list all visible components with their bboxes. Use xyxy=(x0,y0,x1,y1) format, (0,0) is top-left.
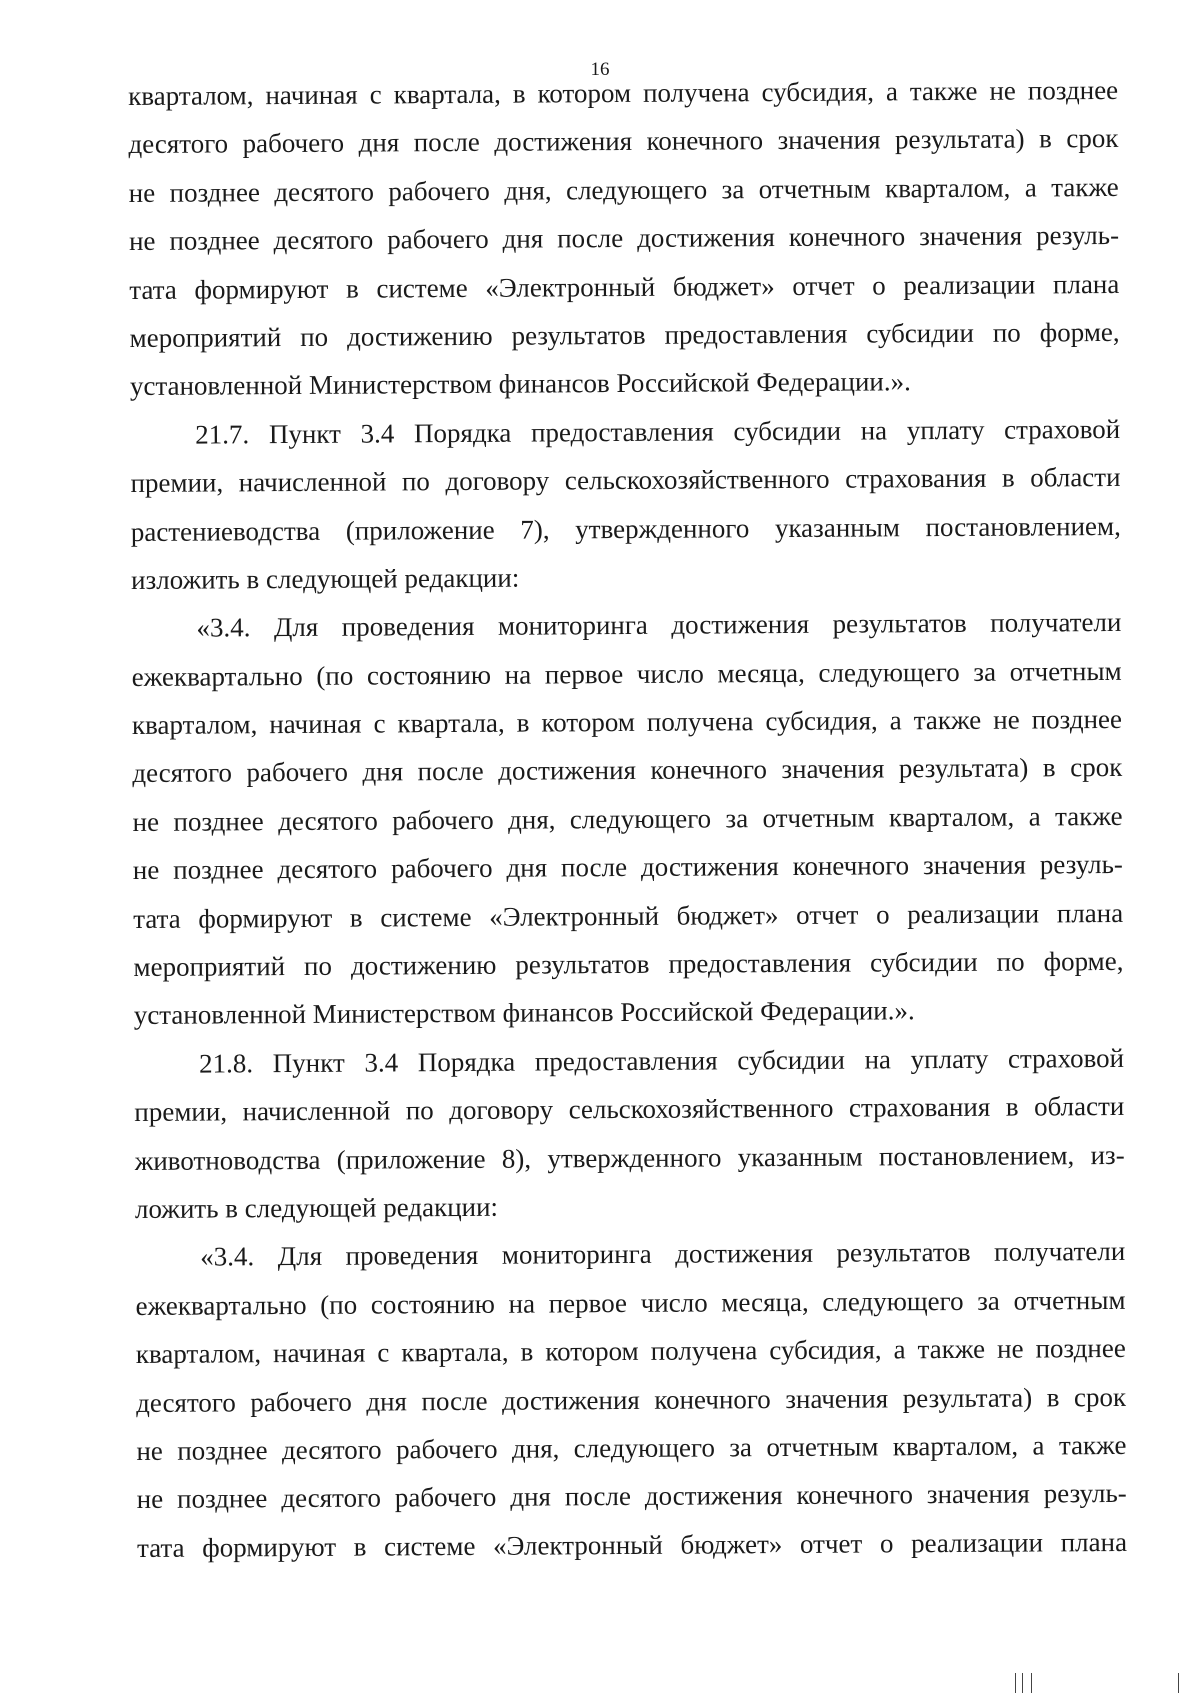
text-line: животноводства (приложение 8), утвержденного указанным постановлением, из- xyxy=(134,1139,1125,1176)
text-line: кварталом, начиная с квартала, в котором получена субсидия, а также не позднее xyxy=(131,704,1123,741)
paragraph-start: «3.4. Для проведения мониторинга достижения результатов получатели xyxy=(196,607,1122,643)
paragraph-start: «3.4. Для проведения мониторинга достижения результатов получатели xyxy=(200,1236,1126,1272)
text-line: установленной Министерством финансов Российской Федерации.». xyxy=(133,995,915,1031)
text-line: установленной Министерством финансов Российской Федерации.». xyxy=(129,366,911,402)
text-line: тата формируют в системе «Электронный бюджет» отчет о реализации плана xyxy=(133,897,1124,934)
scan-artifact xyxy=(1022,1673,1023,1693)
paragraph-start: 21.7. Пункт 3.4 Порядка предоставления субсидии на уплату страховой xyxy=(195,413,1121,450)
text-line: изложить в следующей редакции: xyxy=(131,562,520,595)
text-line: премии, начисленной по договору сельскохозяйственного страхования в области xyxy=(134,1091,1125,1128)
text-line: ежеквартально (по состоянию на первое число месяца, следующего за отчетным xyxy=(135,1284,1126,1321)
text-line: не позднее десятого рабочего дня, следующего за отчетным кварталом, а также xyxy=(136,1429,1127,1466)
scan-artifact xyxy=(1031,1673,1032,1693)
text-line: не позднее десятого рабочего дня, следующего за отчетным кварталом, а также xyxy=(132,800,1123,837)
text-line: растениеводства (приложение 7), утвержденного указанным постановлением, xyxy=(130,510,1121,547)
text-line: тата формируют в системе «Электронный бюджет» отчет о реализации плана xyxy=(136,1526,1128,1563)
text-line: не позднее десятого рабочего дня после достижения конечного значения резуль- xyxy=(132,849,1123,886)
text-line: премии, начисленной по договору сельскохозяйственного страхования в области xyxy=(130,462,1121,499)
text-line: не позднее десятого рабочего дня, следующего за отчетным кварталом, а также xyxy=(128,171,1119,208)
text-line: кварталом, начиная с квартала, в котором получена субсидия, а также не позднее xyxy=(135,1333,1126,1370)
text-line: тата формируют в системе «Электронный бюджет» отчет о реализации плана xyxy=(129,268,1120,305)
scan-artifact xyxy=(1015,1673,1016,1693)
text-line: десятого рабочего дня после достижения конечного значения результата) в срок xyxy=(128,123,1119,160)
text-line: десятого рабочего дня после достижения конечного значения результата) в срок xyxy=(136,1381,1127,1418)
document-body xyxy=(128,66,1127,1572)
text-line: десятого рабочего дня после достижения конечного значения результата) в срок xyxy=(132,752,1123,789)
text-line: мероприятий по достижению результатов предоставления субсидии по форме, xyxy=(133,945,1124,983)
text-line: кварталом, начиная с квартала, в котором получена субсидия, а также не позднее xyxy=(128,74,1119,111)
text-line: мероприятий по достижению результатов предоставления субсидии по форме, xyxy=(129,316,1120,353)
text-line: не позднее десятого рабочего дня после достижения конечного значения резуль- xyxy=(128,220,1120,257)
text-line: не позднее десятого рабочего дня после достижения конечного значения резуль- xyxy=(136,1478,1127,1515)
text-line: ежеквартально (по состоянию на первое число месяца, следующего за отчетным xyxy=(131,655,1122,692)
text-line: ложить в следующей редакции: xyxy=(134,1191,499,1224)
paragraph-start: 21.8. Пункт 3.4 Порядка предоставления субсидии на уплату страховой xyxy=(198,1042,1125,1079)
page-number: 16 xyxy=(590,59,610,80)
scan-artifact xyxy=(1178,1673,1179,1693)
